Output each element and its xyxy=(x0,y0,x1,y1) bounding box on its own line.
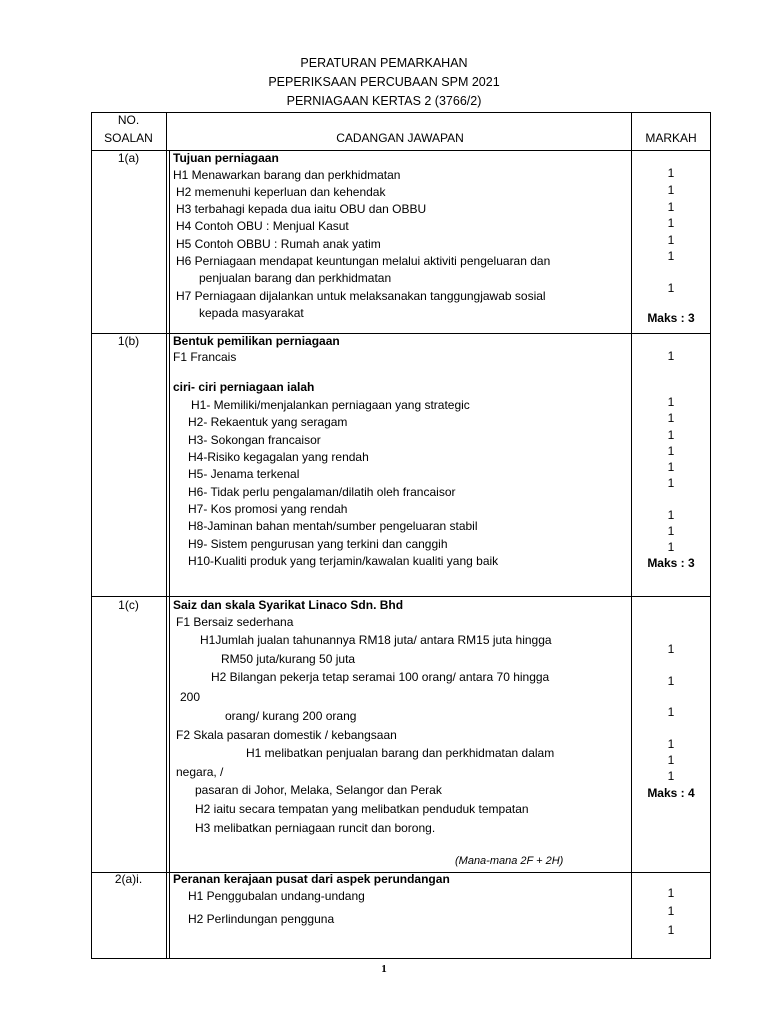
mark-value: 1 xyxy=(667,183,675,197)
question-number: 1(c) xyxy=(118,598,139,612)
mark-value: 1 xyxy=(667,923,675,937)
answer-line: H1Jumlah jualan tahunannya RM18 juta/ antara RM15 juta hingga xyxy=(200,633,552,647)
mark-value: 1 xyxy=(667,200,675,214)
answer-line: H3- Sokongan francaisor xyxy=(188,433,321,447)
table-border-left xyxy=(91,112,92,959)
answer-line: H2 memenuhi keperluan dan kehendak xyxy=(176,185,386,199)
mark-value: 1 xyxy=(667,769,675,783)
answer-line: H4-Risiko kegagalan yang rendah xyxy=(188,450,369,464)
table-border-bottom xyxy=(91,958,711,959)
answer-line: H5 Contoh OBBU : Rumah anak yatim xyxy=(176,237,381,251)
document-header xyxy=(0,54,768,111)
answer-line: H8-Jaminan bahan mentah/sumber pengeluaran stabil xyxy=(188,519,478,533)
answer-line: H9- Sistem pengurusan yang terkini dan canggih xyxy=(188,537,448,551)
section-title: Saiz dan skala Syarikat Linaco Sdn. Bhd xyxy=(173,598,404,612)
answer-line: H1 melibatkan penjualan barang dan perkhidmatan dalam xyxy=(246,746,555,760)
mark-value: 1 xyxy=(667,444,675,458)
mark-value: 1 xyxy=(667,249,675,263)
mark-value: 1 xyxy=(667,395,675,409)
mark-value: 1 xyxy=(667,904,675,918)
mark-value: 1 xyxy=(667,411,675,425)
mark-value: 1 xyxy=(667,281,675,295)
answer-note: (Mana-mana 2F + 2H) xyxy=(455,855,564,867)
answer-line: H7 Perniagaan dijalankan untuk melaksanakan tanggungjawab sosial xyxy=(176,289,546,303)
mark-value: 1 xyxy=(667,540,675,554)
answer-line: H1 Menawarkan barang dan perkhidmatan xyxy=(173,168,401,182)
answer-line: H6 Perniagaan mendapat keuntungan melalui aktiviti pengeluaran dan xyxy=(176,254,551,268)
mark-value: 1 xyxy=(667,428,675,442)
answer-line: H2- Rekaentuk yang seragam xyxy=(188,415,348,429)
max-marks: Maks : 3 xyxy=(647,556,695,570)
answer-line: H10-Kualiti produk yang terjamin/kawalan kualiti yang baik xyxy=(188,554,499,568)
mark-value: 1 xyxy=(667,705,675,719)
answer-line: H1- Memiliki/menjalankan perniagaan yang strategic xyxy=(191,398,470,412)
answer-line: H4 Contoh OBU : Menjual Kasut xyxy=(176,219,349,233)
mark-value: 1 xyxy=(667,642,675,656)
answer-line: H6- Tidak perlu pengalaman/dilatih oleh francaisor xyxy=(188,485,456,499)
answer-line: H7- Kos promosi yang rendah xyxy=(188,502,348,516)
header-line-3: PERNIAGAAN KERTAS 2 (3766/2) xyxy=(286,94,482,108)
max-marks: Maks : 3 xyxy=(647,311,695,325)
answer-line: H5- Jenama terkenal xyxy=(188,467,300,481)
page-number: 1 xyxy=(381,963,387,975)
mark-value: 1 xyxy=(667,524,675,538)
mark-value: 1 xyxy=(667,674,675,688)
answer-line: H3 terbahagi kepada dua iaitu OBU dan OBBU xyxy=(176,202,427,216)
mark-value: 1 xyxy=(667,508,675,522)
mark-value: 1 xyxy=(667,753,675,767)
mark-value: 1 xyxy=(667,349,675,363)
question-number: 2(a)i. xyxy=(114,872,143,886)
answer-line: H3 melibatkan perniagaan runcit dan borong. xyxy=(195,821,436,835)
question-number: 1(a) xyxy=(117,151,140,165)
column-divider xyxy=(169,150,170,959)
answer-line: kepada masyarakat xyxy=(199,306,304,320)
answer-line: penjualan barang dan perkhidmatan xyxy=(199,271,392,285)
mark-value: 1 xyxy=(667,476,675,490)
answer-line: F1 Bersaiz sederhana xyxy=(176,615,294,629)
answer-line: H2 iaitu secara tempatan yang melibatkan penduduk tempatan xyxy=(195,802,529,816)
column-header-answer: CADANGAN JAWAPAN xyxy=(336,131,464,145)
answer-line: orang/ kurang 200 orang xyxy=(225,709,357,723)
row-divider xyxy=(91,596,711,597)
mark-value: 1 xyxy=(667,166,675,180)
marking-scheme-table xyxy=(91,112,711,959)
answer-line: pasaran di Johor, Melaka, Selangor dan Perak xyxy=(195,783,442,797)
mark-value: 1 xyxy=(667,216,675,230)
column-header-marks: MARKAH xyxy=(645,131,697,145)
section-title: Bentuk pemilikan perniagaan xyxy=(173,334,340,348)
header-line-1: PERATURAN PEMARKAHAN xyxy=(300,56,468,70)
max-marks: Maks : 4 xyxy=(647,786,695,800)
header-line-2: PEPERIKSAAN PERCUBAAN SPM 2021 xyxy=(268,75,500,89)
section-title: Peranan kerajaan pusat dari aspek perundangan xyxy=(173,872,450,886)
answer-line: H2 Bilangan pekerja tetap seramai 100 orang/ antara 70 hingga xyxy=(211,670,550,684)
answer-line: H2 Perlindungan pengguna xyxy=(188,912,335,926)
question-number: 1(b) xyxy=(117,334,140,348)
answer-line: H1 Penggubalan undang-undang xyxy=(188,889,365,903)
table-border-top xyxy=(91,112,711,113)
section-subtitle: ciri- ciri perniagaan ialah xyxy=(173,380,315,394)
mark-value: 1 xyxy=(667,886,675,900)
mark-value: 1 xyxy=(667,460,675,474)
mark-value: 1 xyxy=(667,233,675,247)
answer-line: F1 Francais xyxy=(173,350,237,364)
column-header-no-line1: NO. xyxy=(117,113,140,127)
answer-line: RM50 juta/kurang 50 juta xyxy=(221,652,356,666)
answer-line: negara, / xyxy=(176,765,224,779)
column-divider xyxy=(166,112,167,959)
column-header-no-line2: SOALAN xyxy=(104,131,153,145)
mark-value: 1 xyxy=(667,737,675,751)
answer-line: F2 Skala pasaran domestik / kebangsaan xyxy=(176,728,397,742)
answer-line: 200 xyxy=(180,690,201,704)
section-title: Tujuan perniagaan xyxy=(173,151,279,165)
